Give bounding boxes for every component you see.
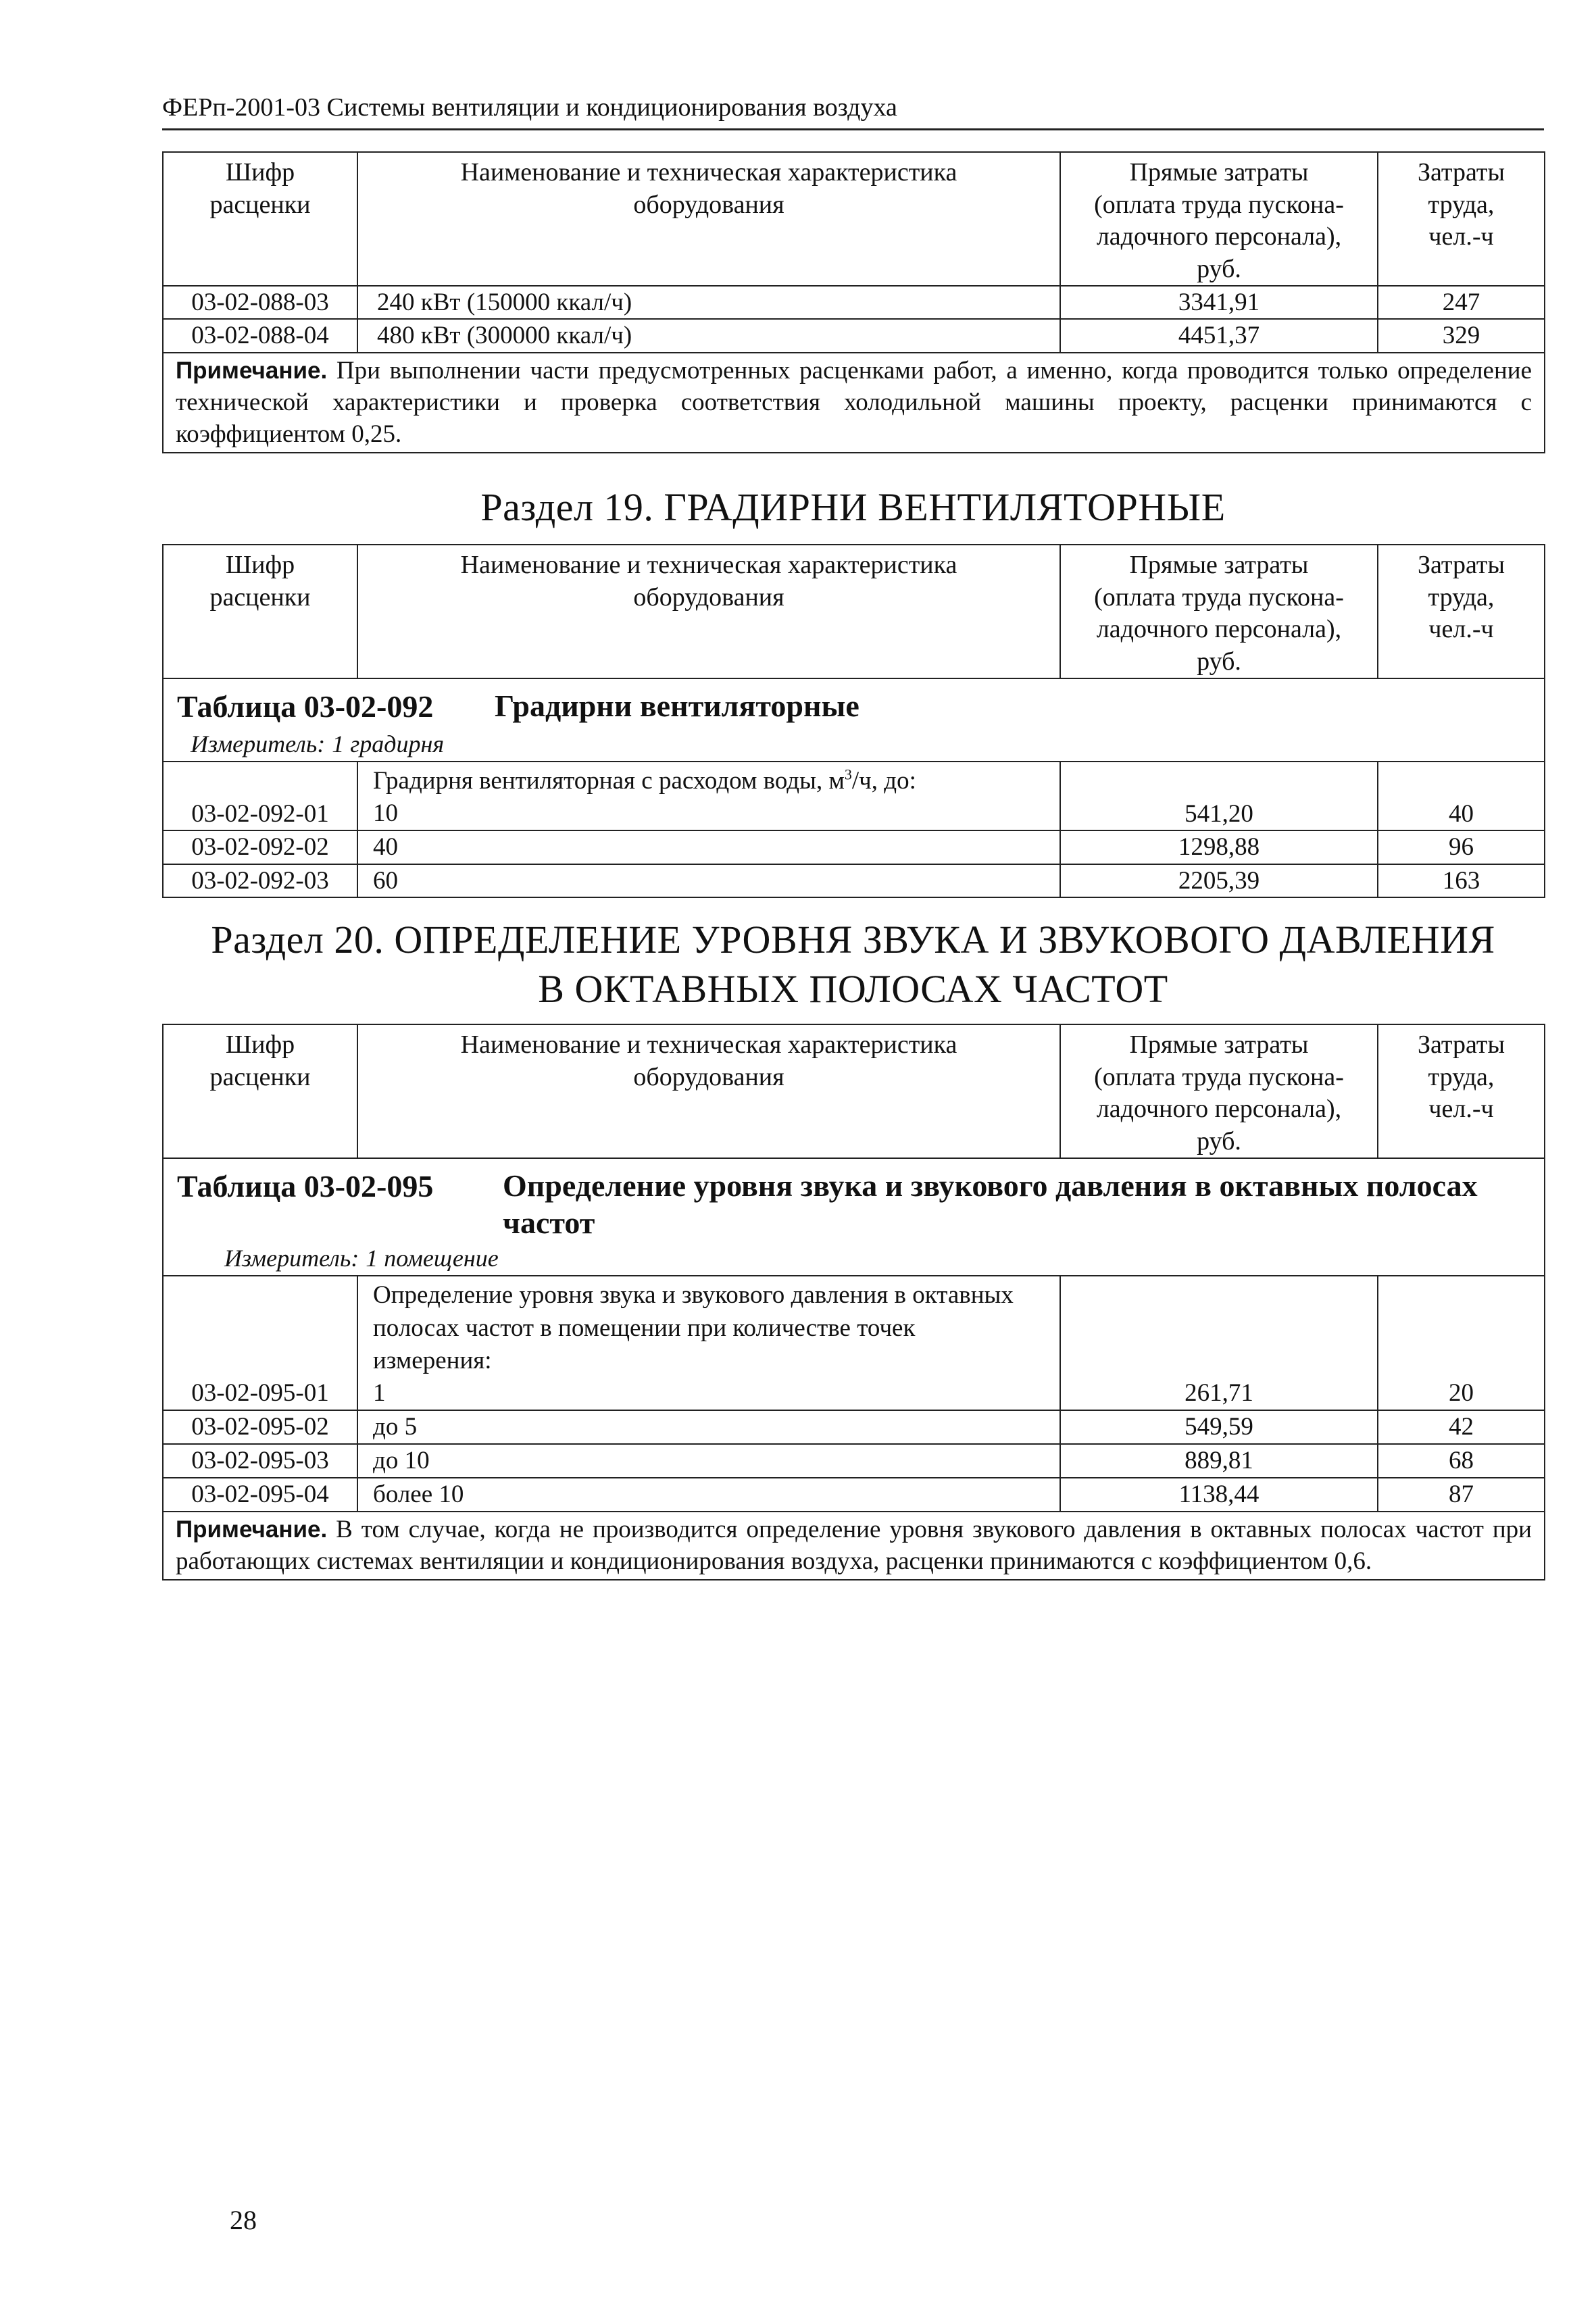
- col-header-name: Наименование и техническая характеристика оборудования: [357, 152, 1060, 286]
- note-text: При выполнении части предусмотренных расценками работ, а именно, когда проводится только определение технической характеристики и проверка соответствия холодильной машины проекту, расценки принимаются с коэффициентом 0,25.: [176, 356, 1532, 449]
- group-intro: Градирня вентиляторная с расходом воды, $м^3/ч$, до:: [373, 766, 916, 795]
- row-cost: 1138,44: [1060, 1478, 1378, 1512]
- section-19-title: Раздел 19. ГРАДИРНИ ВЕНТИЛЯТОРНЫЕ: [480, 485, 1226, 529]
- col-header-labor: Затраты труда, чел.-ч: [1378, 545, 1545, 678]
- row-cost: 541,20: [1060, 762, 1378, 830]
- row-name: до 5: [357, 1410, 1060, 1444]
- measure-value: 1 градирня: [332, 730, 445, 757]
- row-labor: 20: [1378, 1276, 1545, 1410]
- page-header: ФЕРп-2001-03 Системы вентиляции и кондиционирования воздуха: [162, 93, 1544, 130]
- row-code: 03-02-092-02: [163, 830, 357, 864]
- table-row: [163, 319, 1545, 352]
- measure-value: 1 помещение: [366, 1245, 499, 1272]
- row-labor: 40: [1378, 762, 1545, 830]
- table-03-02-095: [162, 1024, 1545, 1580]
- col-header-name: Наименование и техническая характеристика оборудования: [357, 545, 1060, 678]
- table-row: [163, 762, 1545, 830]
- col-header-labor: Затраты труда, чел.-ч: [1378, 1024, 1545, 1158]
- table-name: Определение уровня звука и звукового давления в октавных полосах частот: [503, 1168, 1478, 1241]
- table-row: [163, 286, 1545, 319]
- page-number: 28: [230, 2205, 257, 2235]
- table-title-row: [163, 1158, 1545, 1276]
- row-name: 10: [373, 799, 398, 828]
- row-code: 03-02-092-03: [163, 864, 357, 897]
- table-row: [163, 1478, 1545, 1512]
- note-label: Примечание.: [176, 357, 328, 384]
- row-cost: 2205,39: [1060, 864, 1378, 897]
- row-cost: 4451,37: [1060, 319, 1378, 352]
- measure: [224, 1243, 1530, 1274]
- measure-label: Измеритель:: [191, 730, 326, 757]
- note-row: [163, 353, 1545, 453]
- column-header-row: [163, 545, 1545, 678]
- row-cost: 1298,88: [1060, 830, 1378, 864]
- table-name: Градирни вентиляторные: [495, 689, 859, 723]
- note-row: [163, 1512, 1545, 1580]
- table-row: [163, 864, 1545, 897]
- row-code: 03-02-095-01: [163, 1276, 357, 1410]
- table-row: [163, 1276, 1545, 1410]
- row-cost: 3341,91: [1060, 286, 1378, 319]
- measure: [191, 728, 1530, 760]
- table-number: Таблица 03-02-095: [177, 1169, 434, 1203]
- note-text: В том случае, когда не производится определение уровня звукового давления в октавных полосах частот при работающих системах вентиляции и кондиционирования воздуха, расценки принимаются с коэффициентом 0,6.: [176, 1515, 1532, 1576]
- table-row: [163, 1410, 1545, 1444]
- row-labor: 87: [1378, 1478, 1545, 1512]
- table-row: [163, 830, 1545, 864]
- row-labor: 68: [1378, 1444, 1545, 1478]
- row-name: более 10: [357, 1478, 1060, 1512]
- col-header-labor: Затраты труда, чел.-ч: [1378, 152, 1545, 286]
- row-cost: 549,59: [1060, 1410, 1378, 1444]
- row-code: 03-02-088-04: [163, 319, 357, 352]
- table-number: Таблица 03-02-092: [177, 689, 434, 724]
- row-name: 60: [357, 864, 1060, 897]
- col-header-cost: Прямые затраты (оплата труда пускона- ладочного персонала), руб.: [1060, 545, 1378, 678]
- column-header-row: [163, 1024, 1545, 1158]
- row-cost: 261,71: [1060, 1276, 1378, 1410]
- col-header-code: Шифр расценки: [163, 1024, 357, 1158]
- col-header-name: Наименование и техническая характеристика оборудования: [357, 1024, 1060, 1158]
- note: [163, 1512, 1545, 1580]
- col-header-code: Шифр расценки: [163, 545, 357, 678]
- col-header-cost: Прямые затраты (оплата труда пускона- ладочного персонала), руб.: [1060, 152, 1378, 286]
- row-code: 03-02-092-01: [163, 762, 357, 830]
- note-label: Примечание.: [176, 1516, 328, 1543]
- group-intro: Определение уровня звука и звукового давления в октавных полосах частот в помещении при количестве точек измерения:: [373, 1281, 1014, 1374]
- row-code: 03-02-095-04: [163, 1478, 357, 1512]
- row-code: 03-02-095-02: [163, 1410, 357, 1444]
- row-labor: 96: [1378, 830, 1545, 864]
- row-name: 480 кВт (300000 ккал/ч): [357, 319, 1060, 352]
- row-labor: 42: [1378, 1410, 1545, 1444]
- row-name: 1: [373, 1378, 386, 1407]
- table-title-row: [163, 678, 1545, 762]
- row-labor: 163: [1378, 864, 1545, 897]
- column-header-row: [163, 152, 1545, 286]
- row-cost: 889,81: [1060, 1444, 1378, 1478]
- measure-label: Измеритель:: [224, 1245, 359, 1272]
- table-row: [163, 1444, 1545, 1478]
- row-labor: 329: [1378, 319, 1545, 352]
- table-03-02-088: [162, 151, 1545, 453]
- row-name: до 10: [357, 1444, 1060, 1478]
- section-20-title: Раздел 20. ОПРЕДЕЛЕНИЕ УРОВНЯ ЗВУКА И ЗВУКОВОГО ДАВЛЕНИЯ В ОКТАВНЫХ ПОЛОСАХ ЧАСТОТ: [211, 918, 1495, 1011]
- table-03-02-092: [162, 544, 1545, 898]
- row-code: 03-02-095-03: [163, 1444, 357, 1478]
- row-name: 240 кВт (150000 ккал/ч): [357, 286, 1060, 319]
- note: [163, 353, 1545, 453]
- row-code: 03-02-088-03: [163, 286, 357, 319]
- row-name: 40: [357, 830, 1060, 864]
- col-header-code: Шифр расценки: [163, 152, 357, 286]
- col-header-cost: Прямые затраты (оплата труда пускона- ладочного персонала), руб.: [1060, 1024, 1378, 1158]
- row-labor: 247: [1378, 286, 1545, 319]
